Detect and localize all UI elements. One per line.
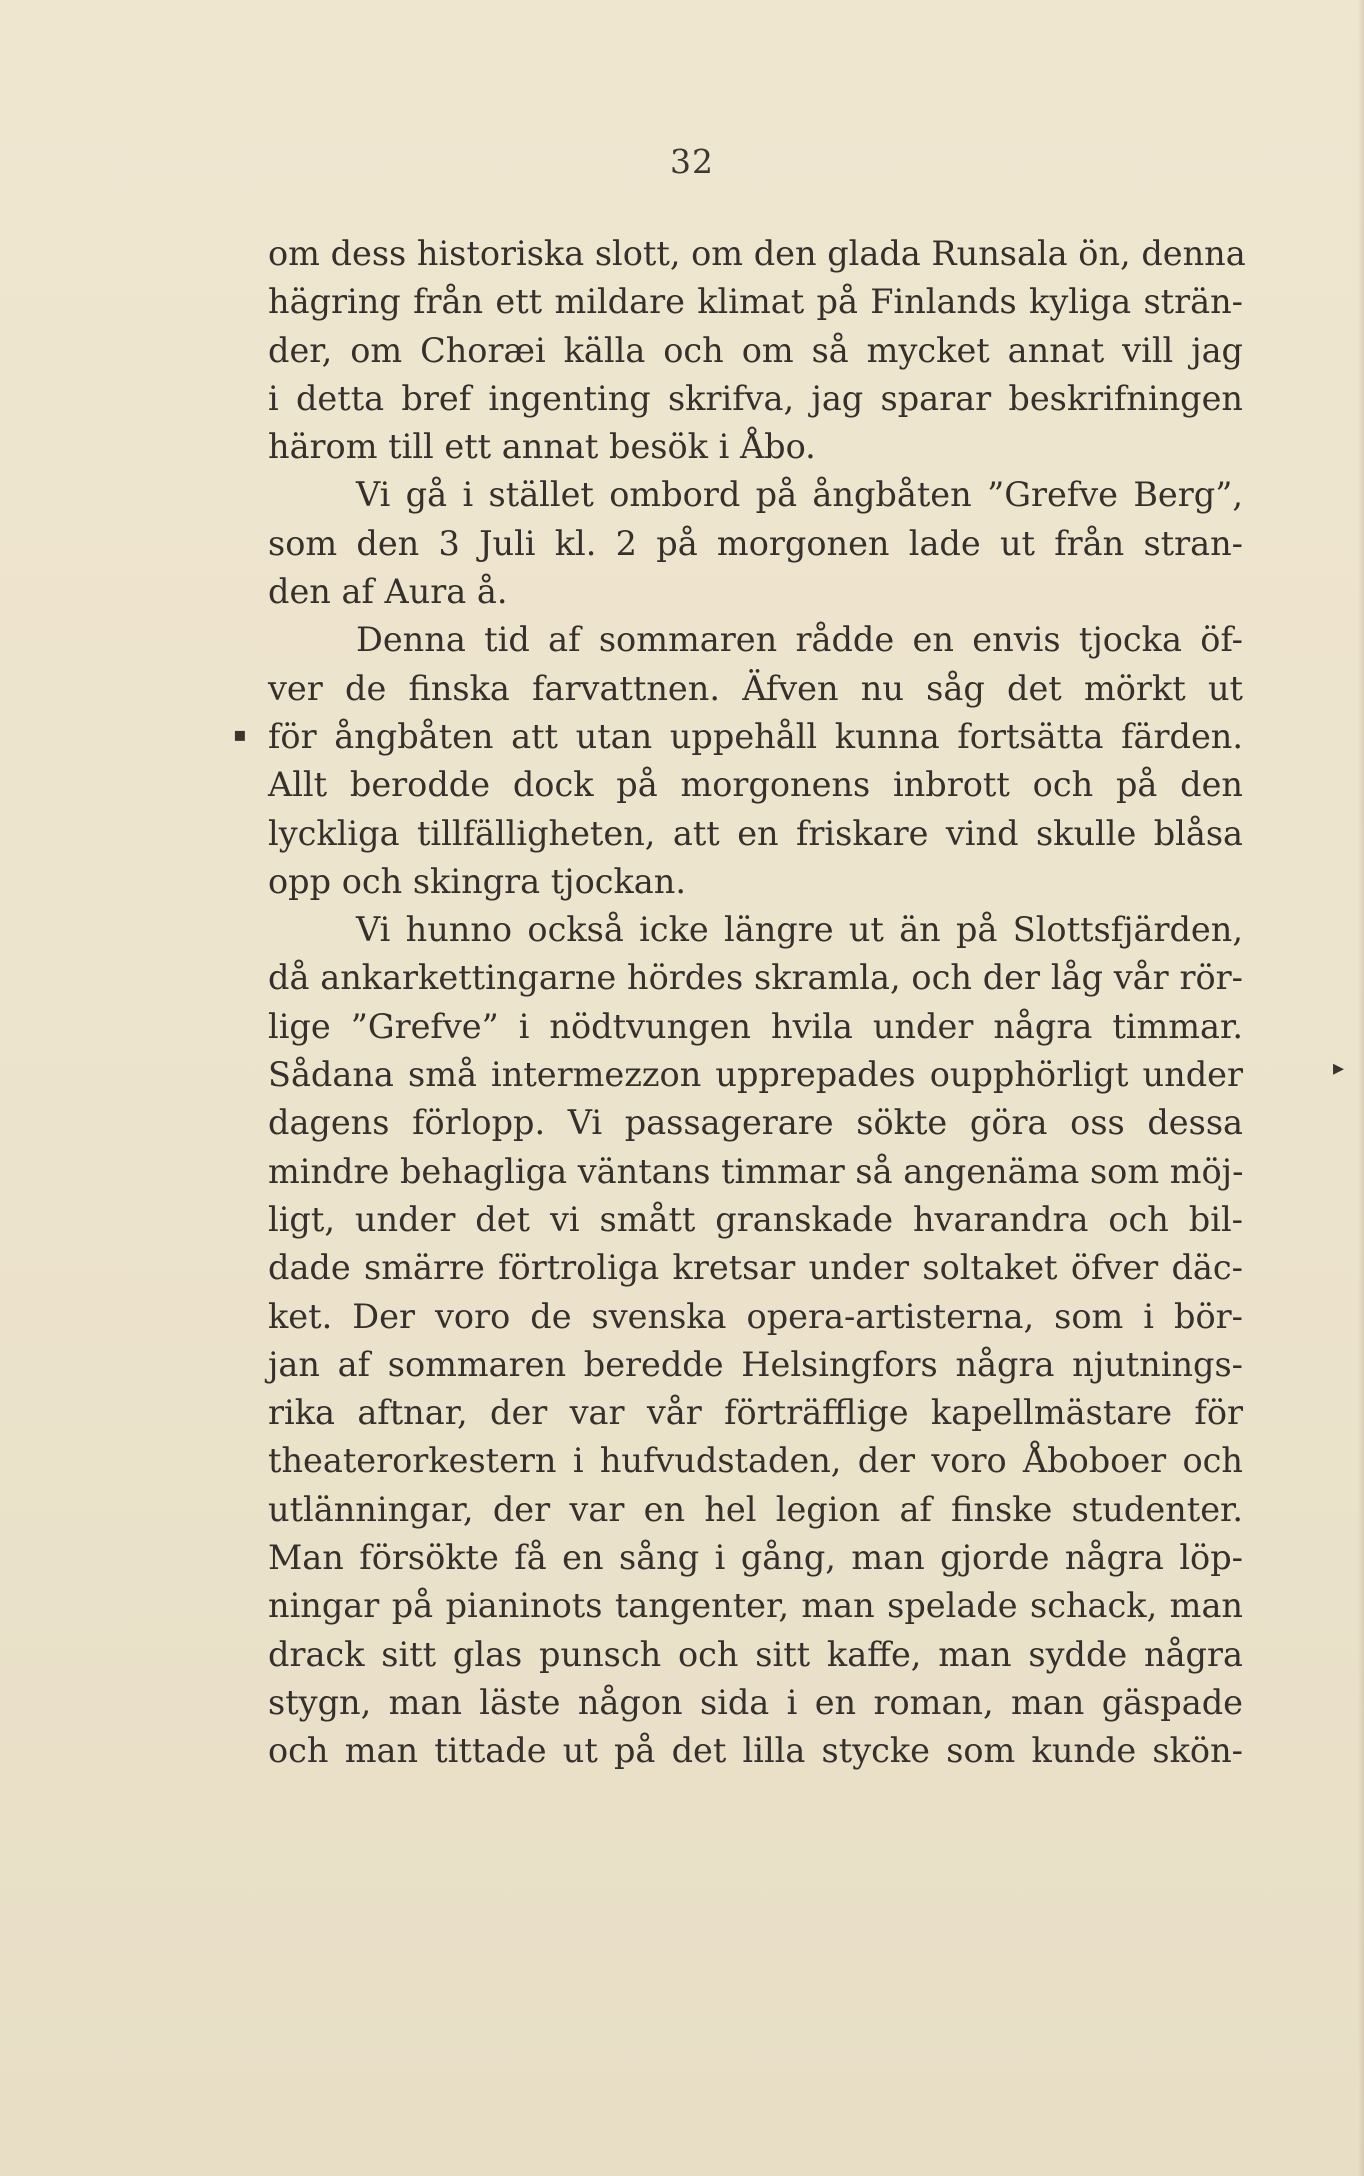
- text-line: opp och skingra tjockan.: [268, 861, 686, 901]
- text-line: Vi gå i stället ombord på ångbåten ”Grefve Berg”,: [356, 475, 1243, 515]
- text-line: Man försökte få en sång i gång, man gjorde några löp-: [268, 1538, 1243, 1578]
- text-line: Vi hunno också icke längre ut än på Slottsfjärden,: [356, 910, 1243, 950]
- text-line: ningar på pianinots tangenter, man spelade schack, man: [268, 1586, 1243, 1626]
- text-line: i detta bref ingenting skrifva, jag sparar beskrifningen: [268, 378, 1243, 418]
- text-line: stygn, man läste någon sida i en roman, man gäspade: [268, 1682, 1243, 1722]
- text-line: ligt, under det vi smått granskade hvarandra och bil-: [268, 1199, 1243, 1239]
- text-line: härom till ett annat besök i Åbo.: [268, 427, 816, 467]
- page-edge-shadow: [1358, 0, 1364, 2176]
- text-line: om dess historiska slott, om den glada Runsala ön, denna: [268, 234, 1246, 273]
- text-line: ket. Der voro de svenska opera-artisterna, som i bör-: [268, 1296, 1243, 1336]
- text-line: dade smärre förtroliga kretsar under soltaket öfver däc-: [268, 1248, 1243, 1288]
- text-line: rika aftnar, der var vår förträfflige kapellmästare för: [268, 1393, 1243, 1433]
- text-line: Allt berodde dock på morgonens inbrott och på den: [268, 765, 1243, 805]
- text-line: Denna tid af sommaren rådde en envis tjocka öf-: [356, 620, 1243, 660]
- text-line: hägring från ett mildare klimat på Finlands kyliga strän-: [268, 282, 1243, 322]
- margin-mark-icon: ▸: [1333, 1056, 1345, 1081]
- text-line: Sådana små intermezzon upprepades oupphörligt under: [268, 1055, 1243, 1095]
- text-line: mindre behagliga väntans timmar så angenäma som möj-: [268, 1151, 1244, 1191]
- text-line: utlänningar, der var en hel legion af finske studenter.: [268, 1489, 1243, 1529]
- text-line: jan af sommaren beredde Helsingfors några njutnings-: [268, 1344, 1243, 1384]
- text-line: ver de finska farvattnen. Äfven nu såg det mörkt ut: [268, 668, 1243, 708]
- text-line: då ankarkettingarne hördes skramla, och der låg vår rör-: [268, 958, 1243, 998]
- text-line: dagens förlopp. Vi passagerare sökte göra oss dessa: [268, 1103, 1243, 1143]
- margin-mark-icon: ▪: [233, 722, 247, 746]
- body-text: [268, 230, 1246, 1776]
- text-line: lige ”Grefve” i nödtvungen hvila under några timmar.: [268, 1006, 1243, 1046]
- text-line: för ångbåten att utan uppehåll kunna fortsätta färden.: [268, 716, 1243, 756]
- text-line: som den 3 Juli kl. 2 på morgonen lade ut från stran-: [268, 523, 1243, 563]
- text-line: theaterorkestern i hufvudstaden, der voro Åboboer och: [268, 1441, 1243, 1481]
- text-line: den af Aura å.: [268, 572, 508, 612]
- text-line: och man tittade ut på det lilla stycke som kunde skön-: [268, 1731, 1243, 1771]
- text-line: drack sitt glas punsch och sitt kaffe, man sydde några: [268, 1634, 1243, 1674]
- text-line: der, om Choræi källa och om så mycket annat vill jag: [268, 330, 1243, 370]
- page-number: 32: [670, 142, 714, 181]
- text-line: lyckliga tillfälligheten, att en friskare vind skulle blåsa: [268, 813, 1243, 853]
